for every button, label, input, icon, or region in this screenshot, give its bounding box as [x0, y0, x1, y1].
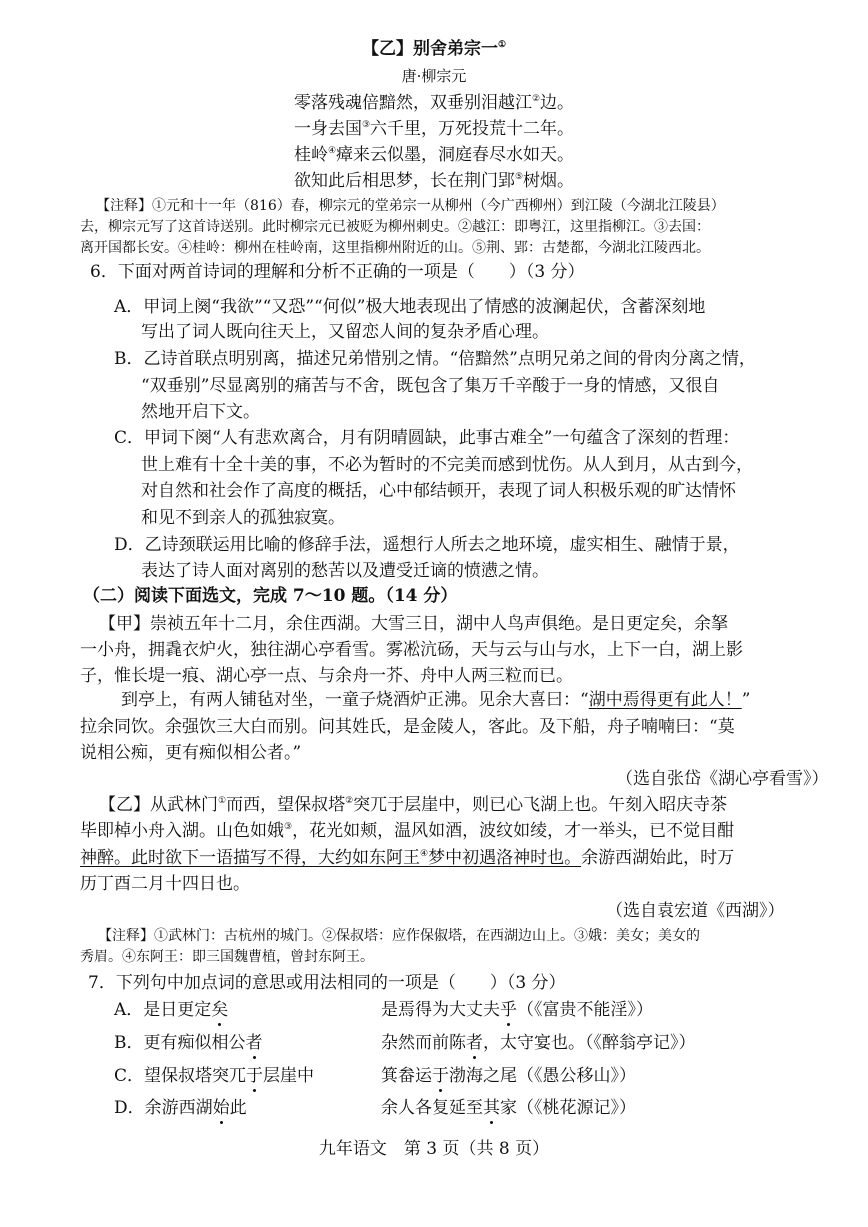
annotation-line: 【注释】①元和十一年（816）春，柳宗元的堂弟宗一从柳州（今广西柳州）到江陵（今湖北江陵县） — [96, 198, 725, 214]
underlined-sentence: 神醉。此时欲下一语描写不得，大约如东阿王④梦中初遇洛神时也。 — [80, 848, 582, 868]
passage-jia-line: 到亭上，有两人铺毡对坐，一童子烧酒炉正沸。见余大喜曰：“湖中焉得更有此人！” — [121, 690, 751, 710]
annotation-line: 【注释】①武林门：古杭州的城门。②保叔塔：应作保俶塔，在西湖边山上。③娥：美女；美女的 — [98, 928, 700, 944]
passage-jia-line: 子，惟长堤一痕、湖心亭一点、与余舟一芥、舟中人两三粒而已。 — [80, 666, 573, 686]
passage-jia-line: 拉余同饮。余强饮三大白而别。问其姓氏，是金陵人，客此。及下船，舟子喃喃曰：“莫 — [80, 717, 735, 737]
poem-line: 桂岭④瘴来云似墨，洞庭春尽水如天。 — [293, 145, 575, 165]
annotation-line: 去，柳宗元写了这首诗送别。此时柳宗元已被贬为柳州刺史。②越江：即粤江，这里指柳江。③去国： — [80, 219, 710, 235]
source-citation: （选自张岱《湖心亭看雪》） — [616, 769, 829, 789]
q6-option-c-cont: 和见不到亲人的孤独寂寞。 — [141, 508, 345, 528]
q6-option-b-cont: 然地开启下文。 — [141, 402, 260, 422]
q7-option-a-left: A．是日更定矣 — [114, 1000, 229, 1020]
poem-line: 零落残魂倍黯然，双垂别泪越江②边。 — [293, 93, 575, 113]
passage-yi-line: 【乙】从武林门①而西，望保叔塔②突兀于层崖中，则已心飞湖上也。午刻入昭庆寺茶 — [99, 795, 728, 815]
q7-option-b-right: 杂然而前陈者，太守宴也。（《醉翁亭记》） — [381, 1033, 696, 1053]
q6-option-d-cont: 表达了诗人面对离别的愁苦以及遭受迁谪的愤懑之情。 — [141, 561, 549, 581]
source-citation: （选自袁宏道《西湖》） — [606, 901, 785, 921]
poem-line: 欲知此后相思梦，长在荆门郢⑤树烟。 — [293, 171, 575, 191]
poem-line: 一身去国③六千里，万死投荒十二年。 — [293, 119, 575, 139]
q7-option-c-left: C．望保叔塔突兀于层崖中 — [114, 1066, 315, 1086]
section-heading: （二）阅读下面选文，完成 7～10 题。（14 分） — [83, 586, 458, 606]
q6-option-a: A．甲词上阕“我欲”“又恐”“何似”极大地表现出了情感的波澜起伏，含蓄深刻地 — [114, 297, 706, 317]
passage-jia-line: 说相公痴，更有痴似相公者。” — [80, 743, 302, 763]
poem-author: 唐·柳宗元 — [401, 67, 467, 85]
q6-option-b-cont: “双垂别”尽显离别的痛苦与不舍，既包含了集万千辛酸于一身的情感，又很自 — [141, 376, 720, 396]
q6-option-d: D．乙诗颈联运用比喻的修辞手法，遥想行人所去之地环境，虚实相生、融情于景， — [114, 535, 740, 555]
passage-jia-line: 【甲】崇祯五年十二月，余住西湖。大雪三日，湖中人鸟声俱绝。是日更定矣，余拏 — [99, 614, 728, 634]
q7-option-b-left: B．更有痴似相公者 — [114, 1033, 263, 1053]
q6-option-b: B．乙诗首联点明别离，描述兄弟惜别之情。“倍黯然”点明兄弟之间的骨肉分离之情， — [114, 349, 756, 369]
q6-option-c: C．甲词下阕“人有悲欢离合，月有阴晴圆缺，此事古难全”一句蕴含了深刻的哲理： — [114, 428, 740, 448]
q7-option-d-left: D．余游西湖始此 — [114, 1098, 247, 1118]
question-7-stem: 7．下列句中加点词的意思或用法相同的一项是（ ）（3 分） — [88, 973, 566, 993]
annotation-line: 秀眉。④东阿王：即三国魏曹植，曾封东阿王。 — [80, 949, 374, 965]
q7-option-d-right: 余人各复延至其家（《桃花源记》） — [381, 1098, 636, 1118]
underlined-sentence: 湖中焉得更有此人！ — [588, 690, 742, 710]
annotation-line: 离开国都长安。④桂岭：柳州在桂岭南，这里指柳州附近的山。⑤荆、郢：古楚都，今湖北江陵西北。 — [80, 240, 710, 256]
q7-option-c-right: 箕畚运于渤海之尾（《愚公移山》） — [381, 1066, 636, 1086]
passage-jia-line: 一小舟，拥毳衣炉火，独往湖心亭看雪。雾凇沆砀，天与云与山与水，上下一白，湖上影 — [80, 640, 743, 660]
q6-option-a-cont: 写出了词人既向往天上，又留恋人间的复杂矛盾心理。 — [141, 322, 549, 342]
question-6-stem: 6．下面对两首诗词的理解和分析不正确的一项是（ ）（3 分） — [90, 262, 585, 282]
passage-yi-line: 毕即棹小舟入湖。山色如娥③，花光如颊，温风如酒，波纹如绫，才一举头，已不觉目酣 — [80, 821, 735, 841]
passage-yi-line: 神醉。此时欲下一语描写不得，大约如东阿王④梦中初遇洛神时也。余游西湖始此，时万 — [80, 848, 735, 868]
passage-yi-line: 历丁酉二月十四日也。 — [80, 874, 250, 894]
q6-option-c-cont: 对自然和社会作了高度的概括，心中郁结顿开，表现了词人积极乐观的旷达情怀 — [141, 481, 736, 501]
q6-option-c-cont: 世上难有十全十美的事，不必为暂时的不完美而感到忧伤。从人到月，从古到今， — [141, 455, 753, 475]
q7-option-a-right: 是焉得为大丈夫乎（《富贵不能淫》） — [381, 1000, 653, 1020]
page-footer: 九年语文 第 3 页（共 8 页） — [318, 1139, 550, 1159]
poem-title: 【乙】别舍弟宗一① — [361, 39, 507, 59]
